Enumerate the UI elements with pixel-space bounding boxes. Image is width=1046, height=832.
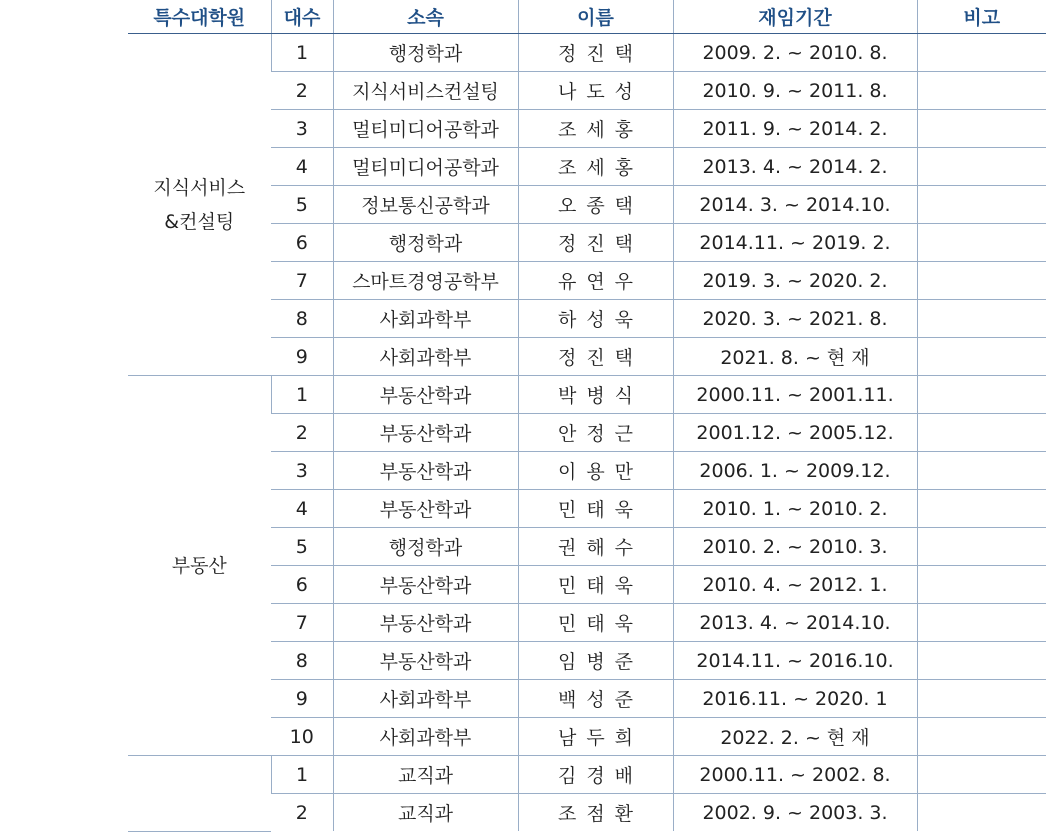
name-cell: 조점환 [518,794,673,832]
period-cell: 2010. 2. ~ 2010. 3. [673,528,917,566]
term-cell: 10 [271,718,333,756]
term-cell: 9 [271,338,333,376]
department-cell: 멀티미디어공학과 [333,148,518,186]
note-cell [917,110,1046,148]
term-cell: 6 [271,566,333,604]
note-cell [917,604,1046,642]
department-cell: 스마트경영공학부 [333,262,518,300]
note-cell [917,490,1046,528]
period-cell: 2019. 3. ~ 2020. 2. [673,262,917,300]
term-cell: 5 [271,528,333,566]
note-cell [917,224,1046,262]
name-cell: 정진택 [518,338,673,376]
school-label-line: 지식서비스 [153,176,246,199]
period-cell: 2001.12. ~ 2005.12. [673,414,917,452]
period-cell: 2014. 3. ~ 2014.10. [673,186,917,224]
period-cell: 2009. 2. ~ 2010. 8. [673,34,917,72]
period-cell: 2011. 9. ~ 2014. 2. [673,110,917,148]
table-body [128,34,1046,832]
note-cell [917,528,1046,566]
period-cell: 2014.11. ~ 2019. 2. [673,224,917,262]
term-cell: 5 [271,186,333,224]
name-cell: 박병식 [518,376,673,414]
department-cell: 교직과 [333,756,518,794]
term-cell: 7 [271,262,333,300]
name-cell: 정진택 [518,34,673,72]
department-cell: 행정학과 [333,528,518,566]
name-cell: 조세홍 [518,148,673,186]
term-cell: 9 [271,680,333,718]
table-row [128,376,1046,414]
name-cell: 임병준 [518,642,673,680]
term-cell: 2 [271,414,333,452]
name-cell: 민태욱 [518,490,673,528]
department-cell: 부동산학과 [333,452,518,490]
note-cell [917,756,1046,794]
term-cell: 1 [271,756,333,794]
department-cell: 부동산학과 [333,490,518,528]
name-cell: 나도성 [518,72,673,110]
name-cell: 남두희 [518,718,673,756]
department-cell: 부동산학과 [333,376,518,414]
note-cell [917,186,1046,224]
department-cell: 사회과학부 [333,338,518,376]
school-cell [128,376,271,756]
note-cell [917,414,1046,452]
school-label-line: 부동산 [171,554,227,577]
period-cell: 2000.11. ~ 2002. 8. [673,756,917,794]
note-cell [917,338,1046,376]
period-cell: 2000.11. ~ 2001.11. [673,376,917,414]
header-row [128,0,1046,34]
period-cell: 2013. 4. ~ 2014. 2. [673,148,917,186]
name-cell: 김경배 [518,756,673,794]
department-cell: 사회과학부 [333,718,518,756]
header-name: 이름 [518,0,673,34]
name-cell: 오종택 [518,186,673,224]
note-cell [917,72,1046,110]
header-department: 소속 [333,0,518,34]
department-cell: 부동산학과 [333,414,518,452]
term-cell: 4 [271,490,333,528]
term-cell: 1 [271,34,333,72]
name-cell: 이용만 [518,452,673,490]
term-cell: 3 [271,452,333,490]
note-cell [917,566,1046,604]
period-cell: 2002. 9. ~ 2003. 3. [673,794,917,832]
header-school: 특수대학원 [128,0,271,34]
name-cell: 유연우 [518,262,673,300]
department-cell: 지식서비스컨설팅 [333,72,518,110]
period-cell: 2013. 4. ~ 2014.10. [673,604,917,642]
header-period: 재임기간 [673,0,917,34]
name-cell: 안정근 [518,414,673,452]
school-cell [128,756,271,832]
school-label-line: &컨설팅 [164,210,235,233]
department-cell: 행정학과 [333,224,518,262]
note-cell [917,148,1046,186]
name-cell: 민태욱 [518,566,673,604]
table-row [128,34,1046,72]
term-cell: 3 [271,110,333,148]
note-cell [917,262,1046,300]
period-cell: 2014.11. ~ 2016.10. [673,642,917,680]
name-cell: 민태욱 [518,604,673,642]
header-term: 대수 [271,0,333,34]
department-cell: 부동산학과 [333,604,518,642]
department-cell: 사회과학부 [333,680,518,718]
name-cell: 권해수 [518,528,673,566]
name-cell: 백성준 [518,680,673,718]
period-cell: 2020. 3. ~ 2021. 8. [673,300,917,338]
period-cell: 2006. 1. ~ 2009.12. [673,452,917,490]
history-table [128,0,1046,832]
department-cell: 부동산학과 [333,566,518,604]
department-cell: 정보통신공학과 [333,186,518,224]
term-cell: 7 [271,604,333,642]
note-cell [917,34,1046,72]
period-cell: 2021. 8. ~ 현 재 [673,338,917,376]
period-cell: 2010. 9. ~ 2011. 8. [673,72,917,110]
term-cell: 1 [271,376,333,414]
note-cell [917,680,1046,718]
department-cell: 사회과학부 [333,300,518,338]
note-cell [917,794,1046,832]
period-cell: 2022. 2. ~ 현 재 [673,718,917,756]
term-cell: 8 [271,642,333,680]
period-cell: 2010. 1. ~ 2010. 2. [673,490,917,528]
note-cell [917,452,1046,490]
department-cell: 부동산학과 [333,642,518,680]
term-cell: 4 [271,148,333,186]
department-cell: 교직과 [333,794,518,832]
term-cell: 2 [295,801,308,824]
name-cell: 하성욱 [518,300,673,338]
header-note: 비고 [917,0,1046,34]
period-cell: 2016.11. ~ 2020. 1 [673,680,917,718]
school-cell [128,34,271,376]
name-cell: 조세홍 [518,110,673,148]
note-cell [917,642,1046,680]
note-cell [917,718,1046,756]
note-cell [917,376,1046,414]
term-cell: 6 [271,224,333,262]
period-cell: 2010. 4. ~ 2012. 1. [673,566,917,604]
note-cell [917,300,1046,338]
name-cell: 정진택 [518,224,673,262]
table-row [128,756,1046,794]
term-cell: 8 [271,300,333,338]
department-cell: 멀티미디어공학과 [333,110,518,148]
department-cell: 행정학과 [333,34,518,72]
term-cell: 2 [271,72,333,110]
